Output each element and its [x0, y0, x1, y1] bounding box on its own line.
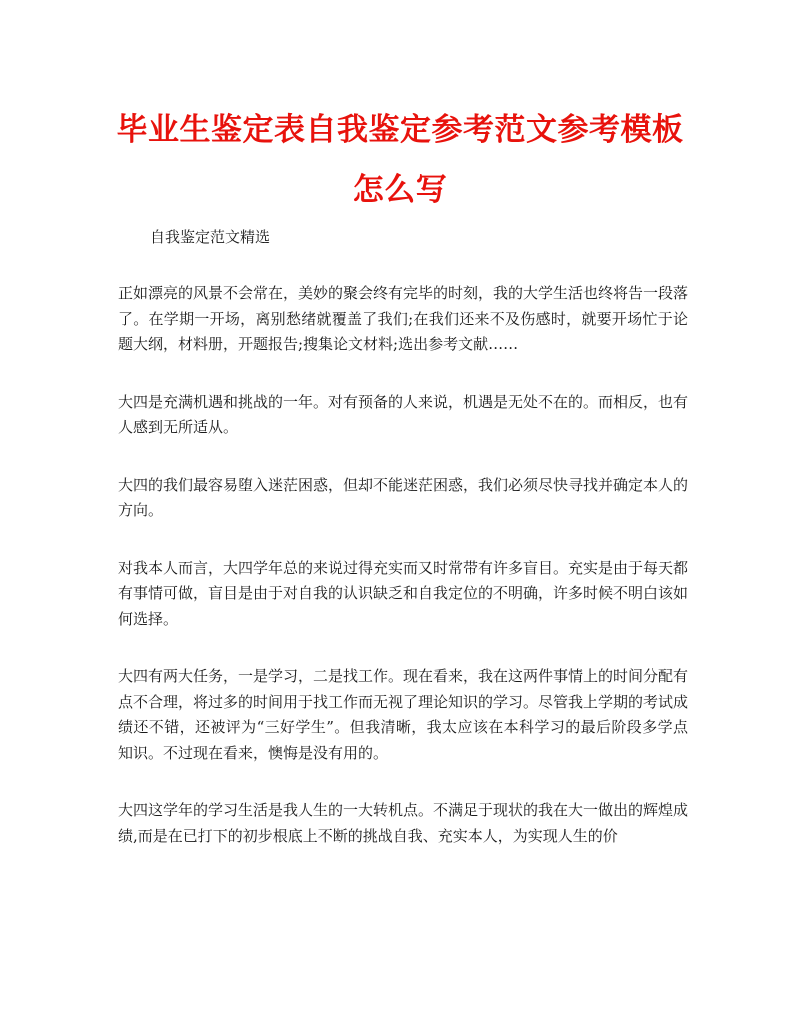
body-paragraph-3: 大四的我们最容易堕入迷茫困惑，但却不能迷茫困惑，我们必须尽快寻找并确定本人的方向。: [118, 475, 689, 519]
body-paragraph-6: 大四这学年的学习生活是我人生的一大转机点。不满足于现状的我在大一做出的辉煌成绩,而是在已打下的初步根底上不断的挑战自我、充实本人，为实现人生的价: [118, 801, 689, 845]
document-title-line-1: 毕业生鉴定表自我鉴定参考范文参考模板: [116, 112, 684, 148]
document-body: [118, 281, 688, 881]
document-title-line-2: 怎么写: [352, 172, 448, 208]
document-subtitle: 自我鉴定范文精选: [150, 228, 271, 246]
body-paragraph-1: 正如漂亮的风景不会常在，美妙的聚会终有完毕的时刻，我的大学生活也终将告一段落了。在学期一开场，离别愁绪就覆盖了我们;在我们还来不及伤感时，就要开场忙于论题大纲，材料册，开题报告;搜集论文材料;选出参考文献……: [118, 284, 689, 353]
body-paragraph-2: 大四是充满机遇和挑战的一年。对有预备的人来说，机遇是无处不在的。而相反，也有人感到无所适从。: [118, 392, 689, 436]
body-paragraph-5: 大四有两大任务，一是学习，二是找工作。现在看来，我在这两件事情上的时间分配有点不合理，将过多的时间用于找工作而无视了理论知识的学习。尽管我上学期的考试成绩还不错，还被评为“三好学生”。但我清晰，我太应该在本科学习的最后阶段多学点知识。不过现在看来，懊悔是没有用的。: [118, 667, 689, 762]
body-paragraph-4: 对我本人而言，大四学年总的来说过得充实而又时常带有许多盲目。充实是由于每天都有事情可做，盲目是由于对自我的认识缺乏和自我定位的不明确，许多时候不明白该如何选择。: [118, 558, 689, 628]
